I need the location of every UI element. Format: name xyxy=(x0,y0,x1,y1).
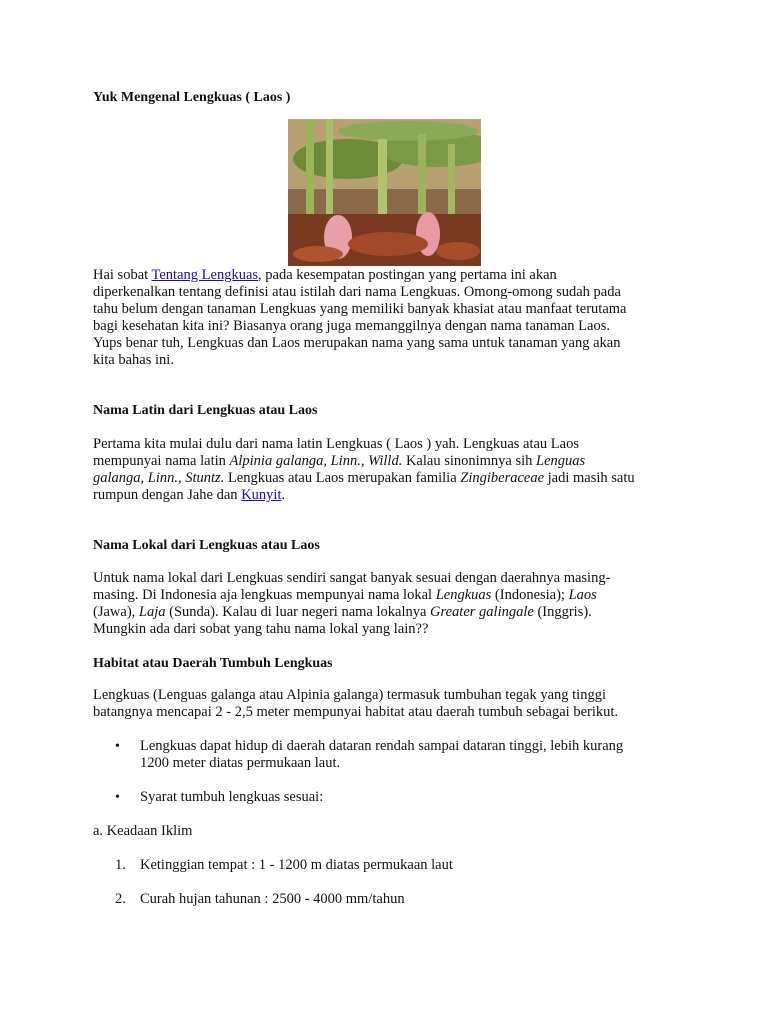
intro-text: diperkenalkan tentang definisi atau istilah dari nama Lengkuas. Omong-omong sudah pada xyxy=(93,284,621,300)
latin-text: jadi masih satu xyxy=(544,470,635,486)
list-item: Ketinggian tempat : 1 - 1200 m diatas permukaan laut xyxy=(140,857,453,873)
intro-text: Yups benar tuh, Lengkuas dan Laos merupakan nama yang sama untuk tanaman yang akan xyxy=(93,335,621,351)
list-item-text: 1200 meter diatas permukaan laut. xyxy=(140,755,341,771)
list-item: Curah hujan tahunan : 2500 - 4000 mm/tahun xyxy=(140,891,405,907)
latin-text: Pertama kita mulai dulu dari nama latin Lengkuas ( Laos ) yah. Lengkuas atau Laos xyxy=(93,436,579,452)
list-number: 1. xyxy=(115,857,126,873)
habitat-paragraph xyxy=(93,687,683,721)
habitat-text: Lengkuas (Lenguas galanga atau Alpinia galanga) termasuk tumbuhan tegak yang tinggi xyxy=(93,687,606,703)
page-title: Yuk Mengenal Lengkuas ( Laos ) xyxy=(93,90,291,105)
latin-text: Lengkuas atau Laos merupakan familia xyxy=(224,470,461,486)
lokal-text: (Indonesia); xyxy=(491,587,569,603)
latin-text: mempunyai nama latin xyxy=(93,453,230,469)
latin-heading: Nama Latin dari Lengkuas atau Laos xyxy=(93,403,318,418)
intro-text: , pada kesempatan postingan yang pertama ini akan xyxy=(258,267,557,283)
galangal-photo xyxy=(288,119,481,266)
lokal-text: (Jawa), xyxy=(93,604,139,620)
bullet-marker: • xyxy=(115,739,120,754)
tentang-lengkuas-link[interactable]: Tentang Lengkuas xyxy=(151,267,259,283)
list-item xyxy=(140,789,680,806)
latin-name: Alpinia galanga, Linn., Willd. xyxy=(229,453,403,469)
lokal-text: (Sunda). Kalau di luar negeri nama lokalnya xyxy=(165,604,431,620)
latin-paragraph xyxy=(93,436,683,504)
lokal-text: masing. Di Indonesia aja lengkuas mempunyai nama lokal xyxy=(93,587,436,603)
intro-prefix: Hai sobat xyxy=(93,267,152,283)
latin-text: rumpun dengan Jahe dan xyxy=(93,487,242,503)
intro-text: kita bahas ini. xyxy=(93,352,174,368)
latin-text: . xyxy=(281,487,286,503)
intro-paragraph xyxy=(93,267,683,369)
lokal-text: (Inggris). xyxy=(533,604,592,620)
local-name: Lengkuas xyxy=(435,587,492,603)
habitat-text: batangnya mencapai 2 - 2,5 meter mempunyai habitat atau daerah tumbuh sebagai berikut. xyxy=(93,704,619,720)
bullet-marker: • xyxy=(115,790,120,805)
habitat-heading: Habitat atau Daerah Tumbuh Lengkuas xyxy=(93,656,333,671)
list-item-text: Syarat tumbuh lengkuas sesuai: xyxy=(140,789,324,805)
local-name: Greater galingale xyxy=(430,604,534,620)
latin-synonym: Lenguas xyxy=(536,453,586,469)
list-number: 2. xyxy=(115,891,126,907)
intro-text: tahu belum dengan tanaman Lengkuas yang memiliki banyak khasiat atau manfaat terutama xyxy=(93,301,627,317)
lokal-paragraph xyxy=(93,570,683,638)
kunyit-link[interactable]: Kunyit xyxy=(241,487,282,503)
lokal-heading: Nama Lokal dari Lengkuas atau Laos xyxy=(93,538,320,553)
local-name: Laos xyxy=(568,587,597,603)
intro-text: bagi kesehatan kita ini? Biasanya orang juga memanggilnya dengan nama tanaman Laos. xyxy=(93,318,610,334)
subheading-iklim: a. Keadaan Iklim xyxy=(93,823,193,839)
lokal-text: Untuk nama lokal dari Lengkuas sendiri sangat banyak sesuai dengan daerahnya masing- xyxy=(93,570,611,586)
lokal-text: Mungkin ada dari sobat yang tahu nama lokal yang lain?? xyxy=(93,621,429,637)
local-name: Laja xyxy=(138,604,166,620)
list-item xyxy=(140,738,680,772)
latin-synonym: galanga, Linn., Stuntz. xyxy=(93,470,225,486)
latin-text: Kalau sinonimnya sih xyxy=(402,453,537,469)
family-name: Zingiberaceae xyxy=(460,470,545,486)
list-item-text: Lengkuas dapat hidup di daerah dataran rendah sampai dataran tinggi, lebih kurang xyxy=(140,738,624,754)
